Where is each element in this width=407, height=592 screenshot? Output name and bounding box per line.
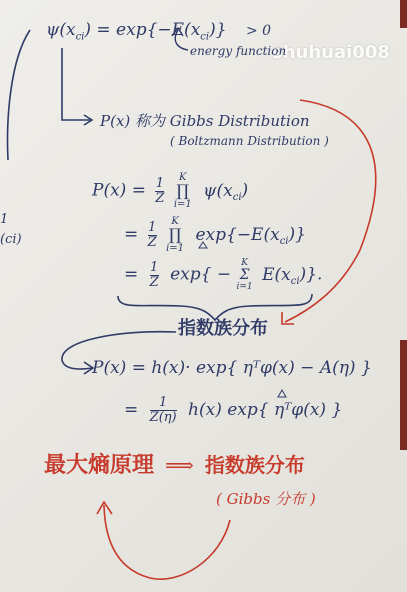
psi-lhs: ψ(x <box>46 20 76 40</box>
eq5-frac-den: Z(η) <box>149 410 177 425</box>
eq1-frac-num: 1 <box>155 175 165 191</box>
equation-5 <box>124 396 342 425</box>
equation-1 <box>92 172 248 212</box>
eq3-upper: K <box>241 258 248 268</box>
eq2-upper: K <box>171 216 179 227</box>
eq5-lhs: = <box>124 400 139 420</box>
eq2-term-end: )} <box>288 224 306 245</box>
equation-3 <box>124 258 322 292</box>
implies-arrow: ⟹ <box>165 453 194 477</box>
psi-lhs-sub: ci <box>75 31 85 43</box>
exp-family-label: 指数族分布 <box>178 318 268 339</box>
left-margin-curve <box>8 30 30 160</box>
eq2-frac-num: 1 <box>148 219 157 235</box>
energy-function-note: energy function <box>190 44 287 58</box>
eq1-lower: i=1 <box>173 199 192 210</box>
gibbs-distribution-label: P(x) 称为 Gibbs Distribution <box>100 112 310 130</box>
watermark: shuhuai008 <box>272 42 390 63</box>
eq1-term-sub: ci <box>232 191 242 203</box>
eq1-lhs: P(x) = <box>92 180 146 201</box>
exp-family-red: 指数族分布 <box>204 453 305 477</box>
eq2-term-sub: ci <box>279 235 289 247</box>
boltzmann-note: ( Boltzmann Distribution ) <box>170 134 329 148</box>
max-entropy-principle: 最大熵原理 <box>44 452 155 478</box>
eq3-lhs: = <box>124 264 139 285</box>
eq3-lower: i=1 <box>236 282 253 292</box>
eq3-frac-den: Z <box>149 274 159 290</box>
eq2-lower: i=1 <box>166 243 185 254</box>
eq2-prod: ∏ <box>168 225 182 244</box>
left-edge-var: (ci) <box>0 232 22 247</box>
eq3-sum: Σ <box>239 267 250 283</box>
equation-4: P(x) = h(x)· exp{ ηᵀφ(x) − A(η) } <box>92 358 372 378</box>
psi-rhs-sub: ci <box>200 31 210 43</box>
eq2-frac-den: Z <box>147 234 157 250</box>
eq3-term-end: E(x <box>262 264 291 285</box>
eq5-frac-num: 1 <box>150 396 177 411</box>
bottom-loop <box>104 505 230 579</box>
eq3-term-close: )}. <box>299 264 323 285</box>
eq3-term: exp{ − <box>170 264 232 285</box>
max-entropy-line <box>44 448 305 479</box>
eq1-term: ψ(x <box>203 180 233 201</box>
eq1-prod: ∏ <box>176 181 190 200</box>
eq1-term-end: ) <box>241 180 249 201</box>
potential-definition <box>46 20 271 42</box>
eq5-term: h(x) exp{ ηᵀφ(x) } <box>188 400 343 420</box>
equation-2 <box>124 216 306 254</box>
eq2-lhs: = <box>124 224 139 245</box>
eq1-frac-den: Z <box>155 190 165 206</box>
psi-rhs-end: )} <box>209 20 227 40</box>
gibbs-note: ( Gibbs 分布 ) <box>216 490 316 508</box>
positive-mark: > 0 <box>245 23 272 39</box>
psi-rhs: ) = exp{−E(x <box>84 20 201 40</box>
eq2-term: exp{−E(x <box>195 224 280 245</box>
eq3-frac-num: 1 <box>150 259 159 275</box>
left-edge-char: 1 <box>0 212 9 227</box>
connector-line <box>62 48 90 120</box>
eq3-term-sub: ci <box>290 275 300 287</box>
eq1-upper: K <box>179 172 187 183</box>
